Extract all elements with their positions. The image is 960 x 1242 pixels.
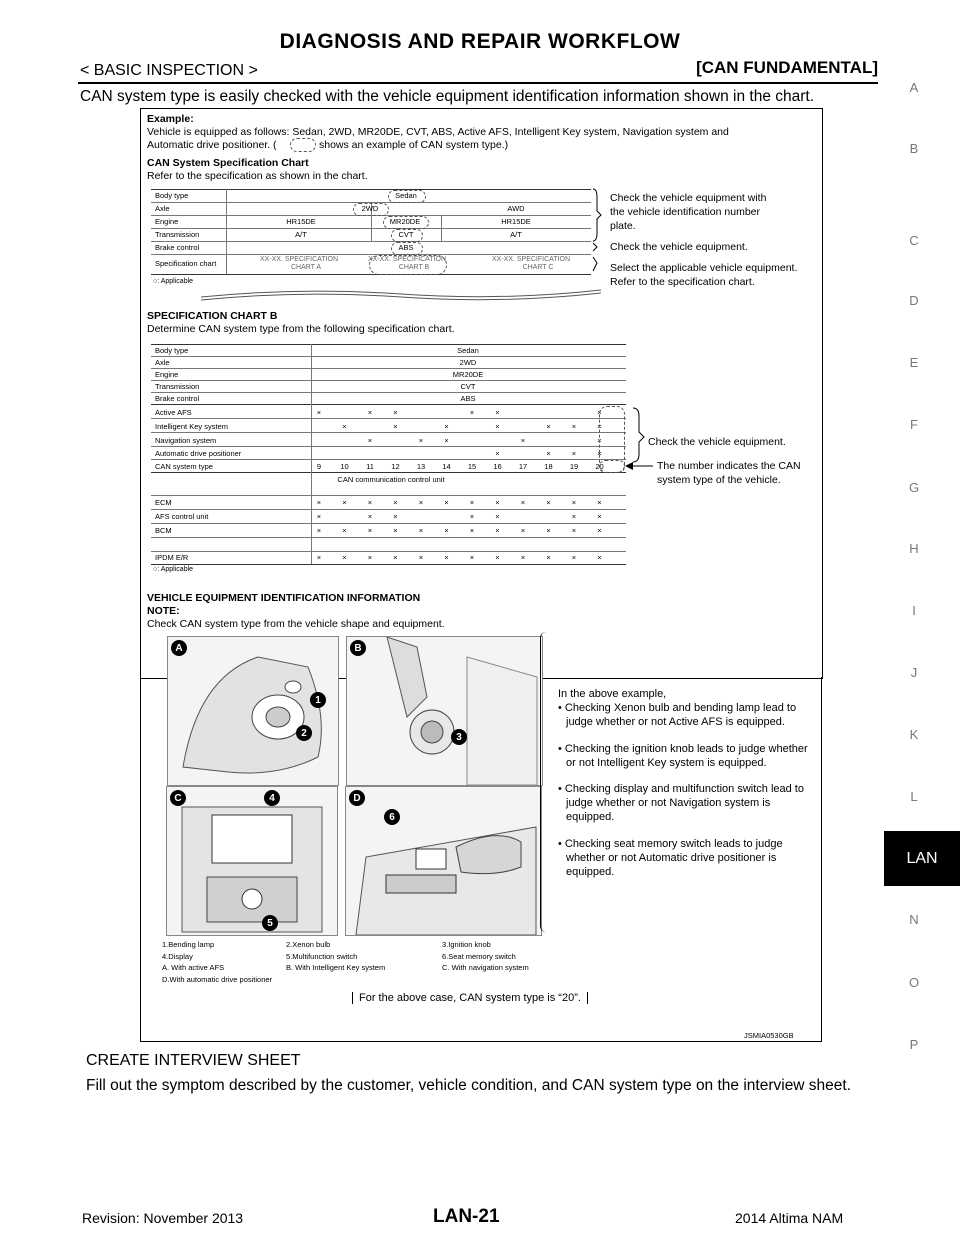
applicability-mark: × [469, 526, 475, 535]
footer-page-number: LAN-21 [433, 1206, 500, 1227]
side-index-letter: F [910, 417, 918, 432]
spec-value: CVT [398, 230, 414, 239]
spec-row-label: Transmission [155, 230, 200, 239]
applicability-mark: × [597, 512, 602, 521]
side-index-letter: A [909, 80, 919, 95]
legend-item: 2.Xenon bulb [286, 940, 331, 949]
applicability-mark: × [571, 498, 577, 507]
figure-right-border [821, 677, 822, 1042]
side-index-letter: K [909, 727, 919, 742]
legend-item: A. With active AFS [162, 963, 225, 972]
example-explanation [558, 687, 808, 879]
spec-chart-a: CHART A [290, 264, 322, 271]
applicability-mark: × [418, 553, 424, 562]
example-line-2a: Automatic drive positioner. ( [147, 139, 277, 151]
applicability-mark: × [393, 498, 398, 507]
photo-letter: D [349, 790, 365, 806]
applicability-mark: × [316, 498, 322, 507]
number-note-1: The number indicates the CAN [657, 460, 801, 472]
applicability-mark: × [393, 512, 398, 521]
spec-value: HR15DE [286, 217, 316, 226]
applicability-mark: × [495, 408, 500, 417]
spec-value: AWD [507, 204, 525, 213]
side-index-letter: N [909, 912, 919, 927]
photo-ignition [346, 636, 543, 786]
number-note-2: system type of the vehicle. [657, 474, 781, 486]
spec-value: Sedan [395, 191, 417, 200]
can-type-number: 14 [442, 462, 451, 471]
example-text-line: judge whether or not Navigation system is [566, 797, 771, 810]
legend-item: D.With automatic drive positioner [162, 974, 273, 984]
example-line-1: Vehicle is equipped as follows: Sedan, 2WD, MR20DE, CVT, ABS, Active AFS, Intelligent Key system, Navigation system and [147, 126, 729, 138]
applicability-mark: × [418, 498, 424, 507]
side-index-letter: L [910, 789, 918, 804]
example-title: Example: [147, 113, 194, 125]
applicability-mark: × [495, 553, 500, 562]
can-type-number: 15 [467, 462, 477, 471]
applicable-note-b: ○: Applicable [153, 566, 194, 573]
applicability-mark: × [316, 526, 322, 535]
applicability-mark: × [597, 526, 602, 535]
chart-b-equip-label: Navigation system [155, 436, 217, 445]
can-type-number: 9 [316, 462, 322, 471]
applicability-mark: × [316, 553, 322, 562]
spec-value: ABS [398, 243, 414, 252]
applicability-mark: × [571, 526, 577, 535]
check-vin-1: Check the vehicle equipment with [610, 192, 767, 204]
side-index-letter: J [910, 665, 918, 680]
chart-b-title: SPECIFICATION CHART B [147, 310, 278, 322]
example-text-line: • Checking display and multifunction switch lead to [558, 783, 804, 796]
applicable-note: ○: Applicable [153, 278, 194, 285]
applicability-mark: × [495, 422, 500, 431]
can-type-number: 10 [340, 462, 349, 471]
chart-b-equip-label: Active AFS [155, 408, 192, 417]
applicability-mark: × [469, 408, 475, 417]
spec-row-label: Brake control [155, 243, 200, 252]
applicability-mark: × [316, 512, 322, 521]
chart-b-value: Sedan [457, 346, 479, 355]
vei-title: VEHICLE EQUIPMENT IDENTIFICATION INFORMATION [147, 592, 421, 604]
applicability-mark: × [367, 512, 373, 521]
example-bracket [540, 632, 549, 932]
lan-section-tab[interactable]: LAN [884, 831, 960, 886]
select-note-2: Refer to the specification chart. [610, 276, 755, 288]
check-vin-3: plate. [610, 220, 636, 232]
callout-number: 5 [262, 915, 278, 931]
example-text-line: • Checking the ignition knob leads to judge whether [558, 742, 808, 755]
photo-seat-memory [345, 786, 542, 936]
spec-row-label: Axle [155, 204, 170, 213]
applicability-mark: × [597, 449, 602, 458]
applicability-mark: × [367, 526, 373, 535]
spec-chart-a: XX-XX. SPECIFICATION [259, 256, 339, 263]
chart-b-row-label: Body type [155, 346, 189, 355]
spec-chart-c: XX-XX. SPECIFICATION [491, 256, 571, 263]
unit-label: ECM [155, 498, 172, 507]
can-type-number: 19 [569, 462, 579, 471]
example-text-line: whether or not Automatic drive positioner is [566, 851, 777, 864]
check-vin-2: the vehicle identification number [610, 206, 761, 218]
example-text-line: equipped. [566, 866, 615, 879]
figure-left-border [140, 677, 141, 1041]
applicability-mark: × [444, 436, 449, 445]
legend-item: 1.Bending lamp [162, 940, 215, 949]
applicability-mark: × [597, 408, 602, 417]
note-label: NOTE: [147, 605, 180, 617]
applicability-mark: × [571, 422, 577, 431]
spec-value: MR20DE [389, 217, 421, 226]
callout-number: 4 [264, 790, 280, 806]
side-index-letter: B [909, 141, 919, 156]
photo-letter: A [171, 640, 187, 656]
applicability-mark: × [342, 498, 347, 507]
side-index-letter: P [909, 1037, 919, 1052]
applicability-mark: × [520, 553, 526, 562]
section-left-label: < BASIC INSPECTION > [80, 62, 258, 79]
applicability-mark: × [597, 553, 602, 562]
applicability-mark: × [469, 498, 475, 507]
applicability-mark: × [367, 436, 373, 445]
arrow-left [625, 461, 655, 471]
applicability-mark: × [444, 422, 449, 431]
photo-display [166, 786, 338, 936]
side-index-letter: E [909, 355, 919, 370]
example-oval [290, 138, 316, 152]
example-text-line: or not Intelligent Key system is equipped. [566, 756, 767, 769]
spec-chart-title: CAN System Specification Chart [147, 157, 309, 169]
body-paragraph: Fill out the symptom described by the customer, vehicle condition, and CAN system type on the interview sheet. [86, 1077, 852, 1094]
can-type-number: 13 [416, 462, 426, 471]
example-text-line: judge whether or not Active AFS is equipped. [566, 716, 785, 729]
callout-number: 2 [296, 725, 312, 741]
applicability-mark: × [367, 408, 373, 417]
applicability-mark: × [520, 526, 526, 535]
check-equipment: Check the vehicle equipment. [610, 241, 748, 253]
applicability-mark: × [520, 498, 526, 507]
side-index-letter: I [912, 603, 916, 618]
can-type-number: 11 [366, 462, 374, 471]
callout-number: 3 [451, 729, 467, 745]
spec-value: A/T [510, 230, 522, 239]
applicability-mark: × [546, 422, 551, 431]
chart-b-value: 2WD [459, 358, 477, 367]
chart-b-row-label: Brake control [155, 394, 200, 403]
can-type-number: 20 [595, 462, 604, 471]
chart-b-value: ABS [460, 394, 476, 403]
section-right-label: [CAN FUNDAMENTAL] [696, 58, 878, 77]
applicability-mark: × [342, 526, 347, 535]
section-heading: CREATE INTERVIEW SHEET [86, 1052, 301, 1069]
chart-b-row-label: Transmission [155, 382, 200, 391]
unit-label: AFS control unit [155, 512, 209, 521]
applicability-mark: × [546, 449, 551, 458]
select-note-1: Select the applicable vehicle equipment. [610, 262, 798, 274]
applicability-mark: × [546, 553, 551, 562]
spec-row-label: Body type [155, 191, 189, 200]
can-type-number: 17 [518, 462, 528, 471]
ccu-label: CAN communication control unit [337, 475, 445, 484]
applicability-mark: × [495, 512, 500, 521]
applicability-mark: × [418, 436, 424, 445]
header-rule [78, 82, 878, 84]
applicability-mark: × [597, 436, 602, 445]
applicability-mark: × [367, 498, 373, 507]
photo-headlamp [167, 636, 339, 786]
page-title: DIAGNOSIS AND REPAIR WORKFLOW [279, 30, 681, 53]
applicability-mark: × [571, 449, 577, 458]
legend-item: 5.Multifunction switch [286, 951, 358, 961]
footer-model: 2014 Altima NAM [735, 1210, 844, 1226]
example-text-line: In the above example, [558, 688, 667, 700]
example-text-line: equipped. [566, 811, 615, 824]
applicability-mark: × [316, 408, 322, 417]
legend-item: 6.Seat memory switch [442, 951, 516, 961]
side-index-letter: H [909, 541, 919, 556]
can-type-number: 12 [391, 462, 400, 471]
intro-text: CAN system type is easily checked with the vehicle equipment identification information shown in the chart. [80, 88, 815, 105]
applicability-mark: × [495, 449, 500, 458]
photo-legend [162, 939, 542, 985]
callout-number: 6 [384, 809, 400, 825]
conclusion-text: For the above case, CAN system type is “20”. [352, 992, 588, 1004]
side-index-letter: C [909, 233, 919, 248]
figure-id: JSMIA0530GB [744, 1031, 794, 1040]
applicability-mark: × [597, 498, 602, 507]
spec-value: 2WD [361, 204, 379, 213]
footer-revision: Revision: November 2013 [82, 1210, 244, 1226]
example-text-line: • Checking Xenon bulb and bending lamp lead to [558, 702, 797, 715]
spec-chart-sub: Refer to the specification as shown in the chart. [147, 170, 368, 182]
bracket-lines [591, 187, 603, 277]
example-text-line: • Checking seat memory switch leads to judge [558, 837, 783, 850]
applicability-mark: × [495, 526, 500, 535]
applicability-mark: × [495, 498, 500, 507]
legend-item: B. With Intelligent Key system [286, 963, 386, 972]
spec-value: HR15DE [501, 217, 531, 226]
chart-b-equip-label: Intelligent Key system [155, 422, 228, 431]
applicability-mark: × [418, 526, 424, 535]
spec-chart-c: CHART C [522, 264, 554, 271]
col-20-highlight [599, 406, 625, 473]
check-equipment-2: Check the vehicle equipment. [648, 436, 786, 448]
side-index-letter: G [908, 480, 920, 495]
callout-number: 1 [310, 692, 326, 708]
spec-chart-b: XX-XX. SPECIFICATION [367, 256, 447, 263]
applicability-mark: × [393, 526, 398, 535]
applicability-mark: × [342, 553, 347, 562]
chart-b-row-label: Axle [155, 358, 170, 367]
applicability-mark: × [444, 553, 449, 562]
can-type-number: 18 [544, 462, 553, 471]
chart-b-value: CVT [460, 382, 476, 391]
applicability-mark: × [571, 553, 577, 562]
spec-row-label: Engine [155, 217, 179, 226]
applicability-mark: × [393, 408, 398, 417]
unit-label: BCM [155, 526, 172, 535]
spec-chart-b: CHART B [398, 264, 430, 271]
applicability-mark: × [444, 498, 449, 507]
applicability-mark: × [393, 422, 398, 431]
applicability-mark: × [546, 526, 551, 535]
legend-item: C. With navigation system [442, 963, 529, 972]
applicability-mark: × [342, 422, 347, 431]
legend-item: 4.Display [162, 951, 193, 961]
legend-item: 3.Ignition knob [442, 940, 491, 949]
vei-sub: Check CAN system type from the vehicle shape and equipment. [147, 618, 445, 630]
applicability-mark: × [393, 553, 398, 562]
applicability-mark: × [546, 498, 551, 507]
chart-b-value: MR20DE [452, 370, 484, 379]
spec-value: A/T [295, 230, 307, 239]
applicability-mark: × [571, 512, 577, 521]
applicability-mark: × [444, 526, 449, 535]
photo-letter: C [170, 790, 186, 806]
applicability-mark: × [520, 436, 526, 445]
unit-label: IPDM E/R [155, 553, 189, 562]
applicability-mark: × [367, 553, 373, 562]
chart-b-row-label: Engine [155, 370, 179, 379]
chart-b-equip-label: Automatic drive positioner [155, 449, 242, 458]
applicability-mark: × [469, 553, 475, 562]
spec-row-label: Specification chart [155, 259, 217, 268]
chart-b-sub: Determine CAN system type from the following specification chart. [147, 323, 455, 335]
example-line-2b: shows an example of CAN system type.) [319, 139, 509, 151]
chart-b-equip-label: CAN system type [155, 462, 213, 471]
photo-letter: B [350, 640, 366, 656]
applicability-mark: × [469, 512, 475, 521]
side-index-letter: D [909, 293, 919, 308]
side-index-letter: O [908, 975, 920, 990]
figure-bottom-border [140, 1041, 821, 1042]
break-wave [201, 287, 601, 301]
applicability-mark: × [597, 422, 602, 431]
can-type-number: 16 [493, 462, 502, 471]
